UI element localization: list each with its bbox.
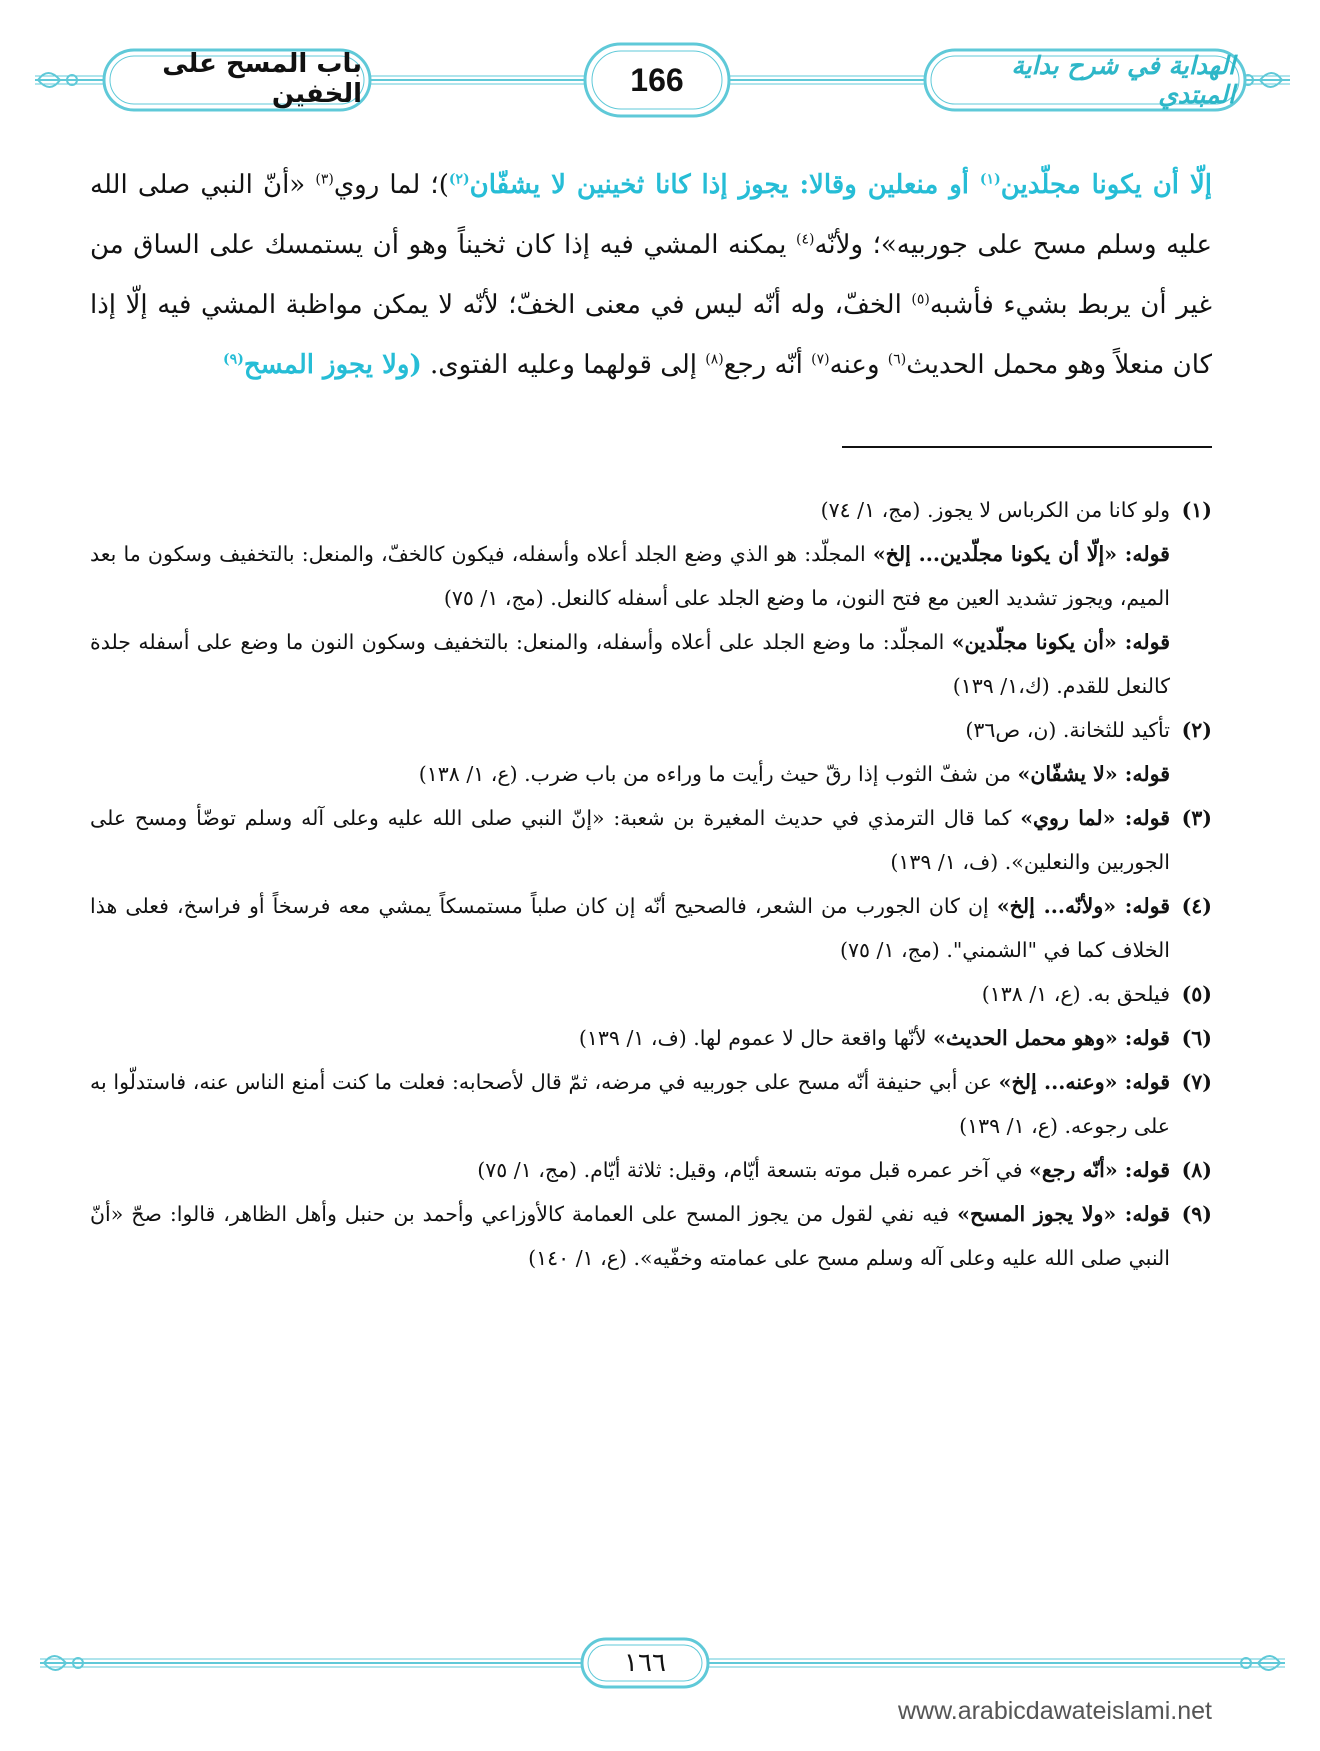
footnote-1-comment-b: قوله: «أن يكونا مجلّدين» المجلّد: ما وضع الجلد على أعلاه وأسفله، والمنعل: بالتخفيف وسكون النون ما وضع على أسفله جلدة كالنعل للقدم. (ك،١/ ١٣٩) [90, 630, 1171, 698]
page-header [0, 40, 1320, 120]
website-url[interactable]: www.arabicdawateislami.net [897, 1697, 1212, 1725]
footnote-8: (٨) قوله: «أنّه رجع» في آخر عمره قبل موته بتسعة أيّام، وقيل: ثلاثة أيّام. (مج، ١/ ٧٥) [477, 1158, 1212, 1182]
matn-segment-next: (ولا يجوز المسح$^{(٩)}$ [223, 350, 422, 380]
footnote-7: (٧) قوله: «وعنه... إلخ» عن أبي حنيفة أنّه مسح على جوربيه في مرضه، ثمّ قال لأصحابه: فعلت ما كنت أمنع الناس عنه، فاستدلّوا به على رجوعه. (ع، ١/ ١٣٩) [90, 1070, 1212, 1138]
page-footer [0, 1635, 1320, 1695]
footnote-3: (٣) قوله: «لما روي» كما قال الترمذي في حديث المغيرة بن شعبة: «إنّ النبي صلى الله عليه وعلى آله وسلم توضّأ ومسح على الجوربين والنعلين». (ف، ١/ ١٣٩) [90, 806, 1212, 874]
footnote-1-comment-a: قوله: «إلّا أن يكونا مجلّدين... إلخ» المجلّد: هو الذي وضع الجلد أعلاه وأسفله، فيكون كالخفّ، والمنعل: بالتخفيف وسكون ما بعد الميم، ويجوز تشديد العين مع فتح النون، ما وضع الجلد على أسفله كالنعل. (مج، ١/ ٧٥) [90, 542, 1170, 610]
footnote-9: (٩) قوله: «ولا يجوز المسح» فيه نفي لقول من يجوز المسح على العمامة كالأوزاعي وأحمد بن حنبل وأهل الظاهر، قالوا: صحّ «أنّ النبي صلى الله عليه وعلى آله وسلم مسح على عمامته وخفّيه». (ع، ١/ ١٤٠) [90, 1202, 1212, 1270]
sharh-segment: )؛ لما روي$^{(٣)}$ «أنّ النبي صلى الله عليه وسلم مسح على جوربيه»؛ ولأنّه$^{(٤)}$ يمكنه المشي فيه إذا كان ثخيناً وهو أن يستمسك على الساق من غير أن يربط بشيء فأشبه$^{(٥)}$ الخفّ، وله أنّه ليس في معنى الخفّ؛ لأنّه لا يمكن مواظبة المشي فيه إلّا إذا كان منعلاً وهو محمل الحديث$^{(٦)}$ وعنه$^{(٧)}$ أنّه رجع$^{(٨)}$ إلى قولهما وعليه الفتوى. [90, 170, 1212, 380]
matn-segment: إلّا أن يكونا مجلّدين$^{(١)}$ أو منعلين وقالا: يجوز إذا كانا ثخينين لا يشفّان$^{(٢)}$ [448, 170, 1213, 200]
footnote-2: (٢) تأكيد للثخانة. (ن، ص٣٦) [965, 718, 1212, 742]
footnote-1: (١) ولو كانا من الكرباس لا يجوز. (مج، ١/ ٧٤) [820, 498, 1212, 522]
footnote-5: (٥) فيلحق به. (ع، ١/ ١٣٨) [981, 982, 1212, 1006]
header-page-number: 166 [630, 61, 684, 98]
book-title-logo: الهداية في شرح بداية المبتدي [1011, 51, 1235, 109]
footnote-4: (٤) قوله: «ولأنّه... إلخ» إن كان الجورب من الشعر، فالصحيح أنّه إن كان صلباً مستمسكاً يمشي معه فرسخاً أو فراسخ، فعلى هذا الخلاف كما في "الشمني". (مج، ١/ ٧٥) [90, 894, 1212, 962]
footnote-6: (٦) قوله: «وهو محمل الحديث» لأنّها واقعة حال لا عموم لها. (ف، ١/ ١٣٩) [578, 1026, 1212, 1050]
main-text [90, 155, 1212, 395]
footnote-separator [842, 446, 1212, 448]
footer-page-number: ١٦٦ [624, 1648, 666, 1678]
footnotes [90, 488, 1212, 1280]
footnote-2-comment: قوله: «لا يشفّان» من شفّ الثوب إذا رقّ حيث رأيت ما وراءه من باب ضرب. (ع، ١/ ١٣٨) [418, 762, 1170, 786]
chapter-title: باب المسح على الخفين [162, 49, 362, 109]
